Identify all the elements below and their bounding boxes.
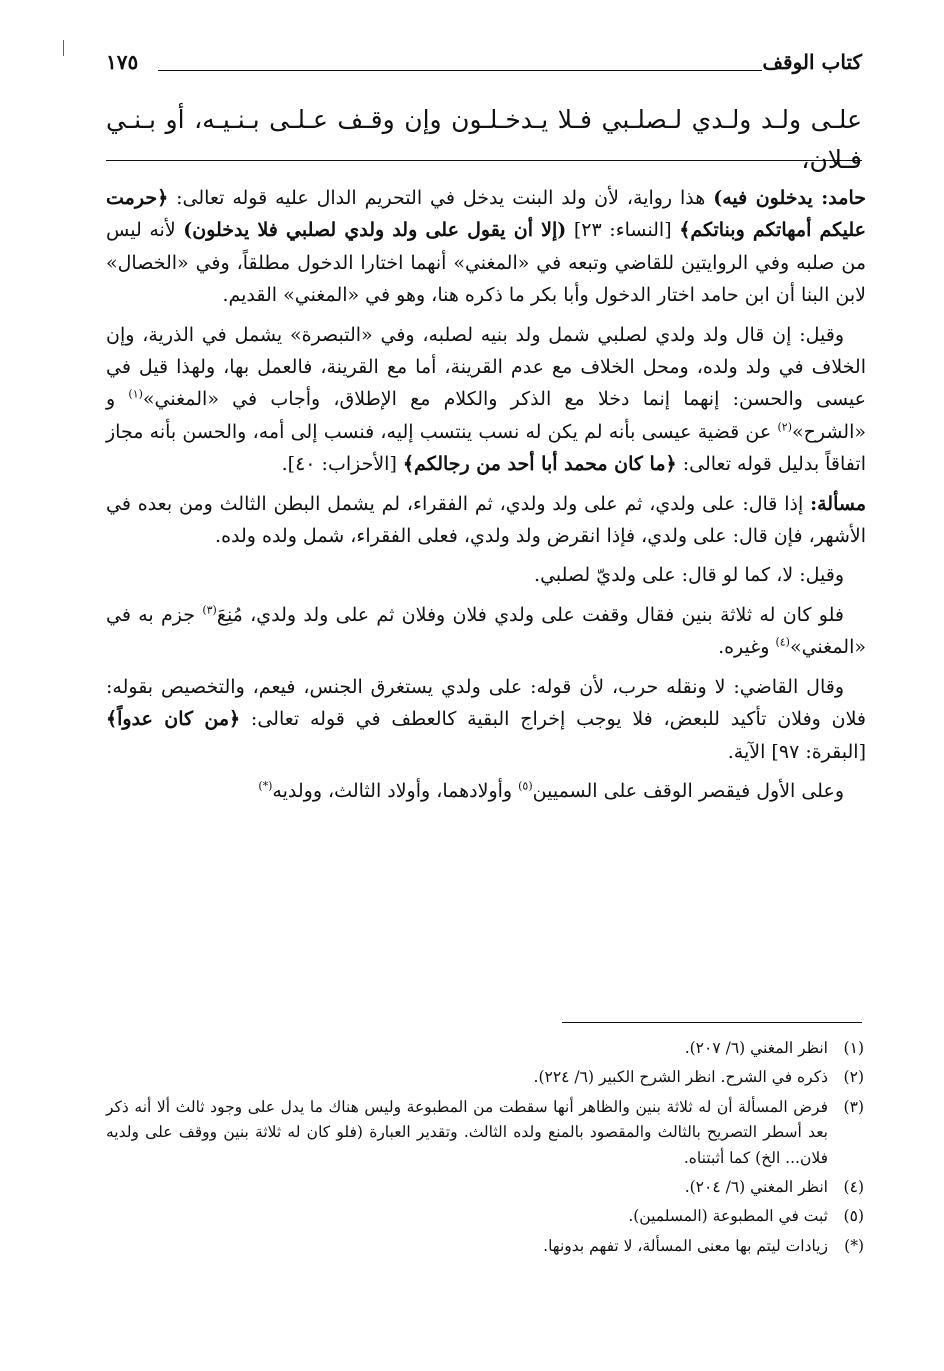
text-run: [الأحزاب: ٤٠]. — [281, 453, 403, 476]
text-run: وقيل: إن قال ولد ولدي لصلبي شمل ولد بنيه لصلبه، وفي «التبصرة» يشمل في الذرية، وإن الخلاف في ولد ولده، ومحل الخلاف مع عدم القرينة، أما مع القرينة، فالعمل بها، ولهذا قيل في عيسى والحسن: إنهما إنما دخلا مع الذكر والكلام مع الإطلاق، وأجاب في «المغني» — [106, 323, 866, 411]
footnote-ref[interactable]: (١) — [128, 388, 143, 402]
matn-text: علـى ولـد ولـدي لـصلـبي فـلا يـدخـلـون وإن وقـف عـلـى بـنـيـه، أو بـنـي فـلان، — [106, 105, 862, 174]
footnote-ref[interactable]: (٢) — [777, 420, 792, 434]
commentary-paragraph-1 — [106, 182, 866, 312]
quran-quote: ﴿ما كان محمد أبا أحد من رجالكم﴾ — [402, 453, 677, 476]
page-number: ١٧٥ — [106, 50, 139, 74]
text-run: [البقرة: ٩٧] الآية. — [727, 740, 866, 763]
commentary-paragraph-3 — [106, 488, 866, 553]
footnote-text: انظر المغني (٦/ ٢٠٤). — [684, 1178, 828, 1197]
footnote-item — [106, 1036, 864, 1061]
text-run: وقيل: لا، كما لو قال: على ولديّ لصلبي. — [534, 564, 844, 587]
footnote-separator — [562, 1022, 862, 1023]
text-run: وأولادهما، وأولاد الثالث، وولديه — [272, 779, 519, 802]
text-run: و «الشرح» — [106, 388, 866, 443]
text-run: هذا رواية، لأن ولد البنت يدخل في التحريم الدال عليه قوله تعالى: — [168, 187, 714, 209]
footnote-item — [106, 1065, 864, 1090]
footnote-number: (٣) — [843, 1097, 864, 1116]
masala-label: مسألة: — [810, 492, 866, 515]
footnote-item — [106, 1234, 864, 1259]
footnote-number: (١) — [843, 1039, 864, 1057]
footnote-number: (٥) — [843, 1207, 864, 1226]
commentary-paragraph-4 — [106, 559, 866, 591]
footnote-item — [106, 1204, 864, 1229]
footnote-item — [106, 1095, 864, 1171]
header-title: كتاب الوقف — [762, 50, 862, 74]
quran-quote: ﴿من كان عدواً﴾ — [106, 708, 241, 731]
margin-mark — [63, 40, 64, 56]
footnote-text: زيادات ليتم بها معنى المسألة، لا تفهم بدونها. — [543, 1236, 828, 1255]
bold-phrase: حامد: يدخلون فيه) — [713, 187, 866, 209]
footnote-number: (٤) — [843, 1178, 864, 1197]
text-run: وقال القاضي: لا ونقله حرب، لأن قوله: على ولدي يستغرق الجنس، فيعم، والتخصيص بقوله: فلان وفلان تأكيد للبعض، فلا يوجب إخراج البقية كالعطف في قوله تعالى: — [106, 675, 866, 731]
commentary-paragraph-5 — [106, 599, 866, 664]
header-rule — [158, 70, 762, 71]
footnote-number: (*) — [844, 1236, 864, 1255]
footnotes-list — [106, 1036, 864, 1263]
bold-phrase: (إلا أن يقول على ولد ولدي لصلبي فلا يدخلون) — [183, 219, 567, 242]
footnote-text: فرض المسألة أن له ثلاثة بنين والظاهر أنها سقطت من المطبوعة وليس هناك ما يدل على وجود ثالث ألا أنه ذكر بعد أسطر التصريح بالثالث والمقصود بالمنع ولده الثالث. وتقدير العبارة (فلو كان له ثلاثة بنين ووقف على ولديه فلان... الخ) كما أثبتناه. — [106, 1097, 828, 1167]
footnote-text: ثبت في المطبوعة (المسلمين). — [628, 1207, 828, 1226]
footnote-ref[interactable]: (٥) — [518, 779, 533, 793]
commentary-paragraph-7 — [106, 775, 866, 807]
footnote-item — [106, 1175, 864, 1200]
quran-quote: ﴿حرمت عليكم أمهاتكم وبناتكم﴾ — [106, 187, 867, 242]
text-run: فلو كان له ثلاثة بنين فقال وقفت على ولدي فلان وفلان ثم على ولد ولدي، مُنِعَ — [216, 603, 844, 626]
text-run: وغيره. — [718, 636, 776, 659]
text-run: لأنه ليس من صلبه وفي الروايتين للقاضي وتبعه في «المغني» أنهما اختارا الدخول مطلقاً، وفي «الخصال» لابن البنا أن ابن حامد اختار الدخول وأبا بكر ما ذكره هنا، وهو في «المغني» القديم. — [106, 219, 866, 307]
footnote-text: انظر المغني (٦/ ٢٠٧). — [684, 1039, 828, 1057]
footnote-ref[interactable]: (*) — [258, 779, 273, 793]
footnote-text: ذكره في الشرح. انظر الشرح الكبير (٦/ ٢٢٤). — [533, 1068, 828, 1087]
text-run: جزم به في «المغني» — [106, 603, 866, 659]
footnote-ref[interactable]: (٣) — [202, 603, 217, 617]
text-run: عن قضية عيسى بأنه لم يكن له نسب ينتسب إليه، فنسب إلى أمه، والحسن بأنه مجاز اتفاقاً بدليل قوله تعالى: — [106, 420, 866, 476]
footnote-number: (٢) — [843, 1068, 864, 1087]
running-header — [106, 48, 862, 82]
footnote-ref[interactable]: (٤) — [775, 635, 790, 649]
matn-separator — [106, 160, 862, 161]
text-run: [النساء: ٢٣] — [566, 219, 680, 242]
text-run: إذا قال: على ولدي، ثم على ولد ولدي، ثم الفقراء، لم يشمل البطن الثالث ومن بعده في الأشهر، فإن قال: على ولدي، فإذا انقرض ولد ولدي، فعلى الفقراء، شمل ولده ولده. — [106, 492, 866, 548]
commentary-body — [106, 182, 866, 814]
commentary-paragraph-2 — [106, 319, 866, 481]
text-run: وعلى الأول فيقصر الوقف على السميين — [532, 779, 844, 802]
commentary-paragraph-6 — [106, 671, 866, 768]
